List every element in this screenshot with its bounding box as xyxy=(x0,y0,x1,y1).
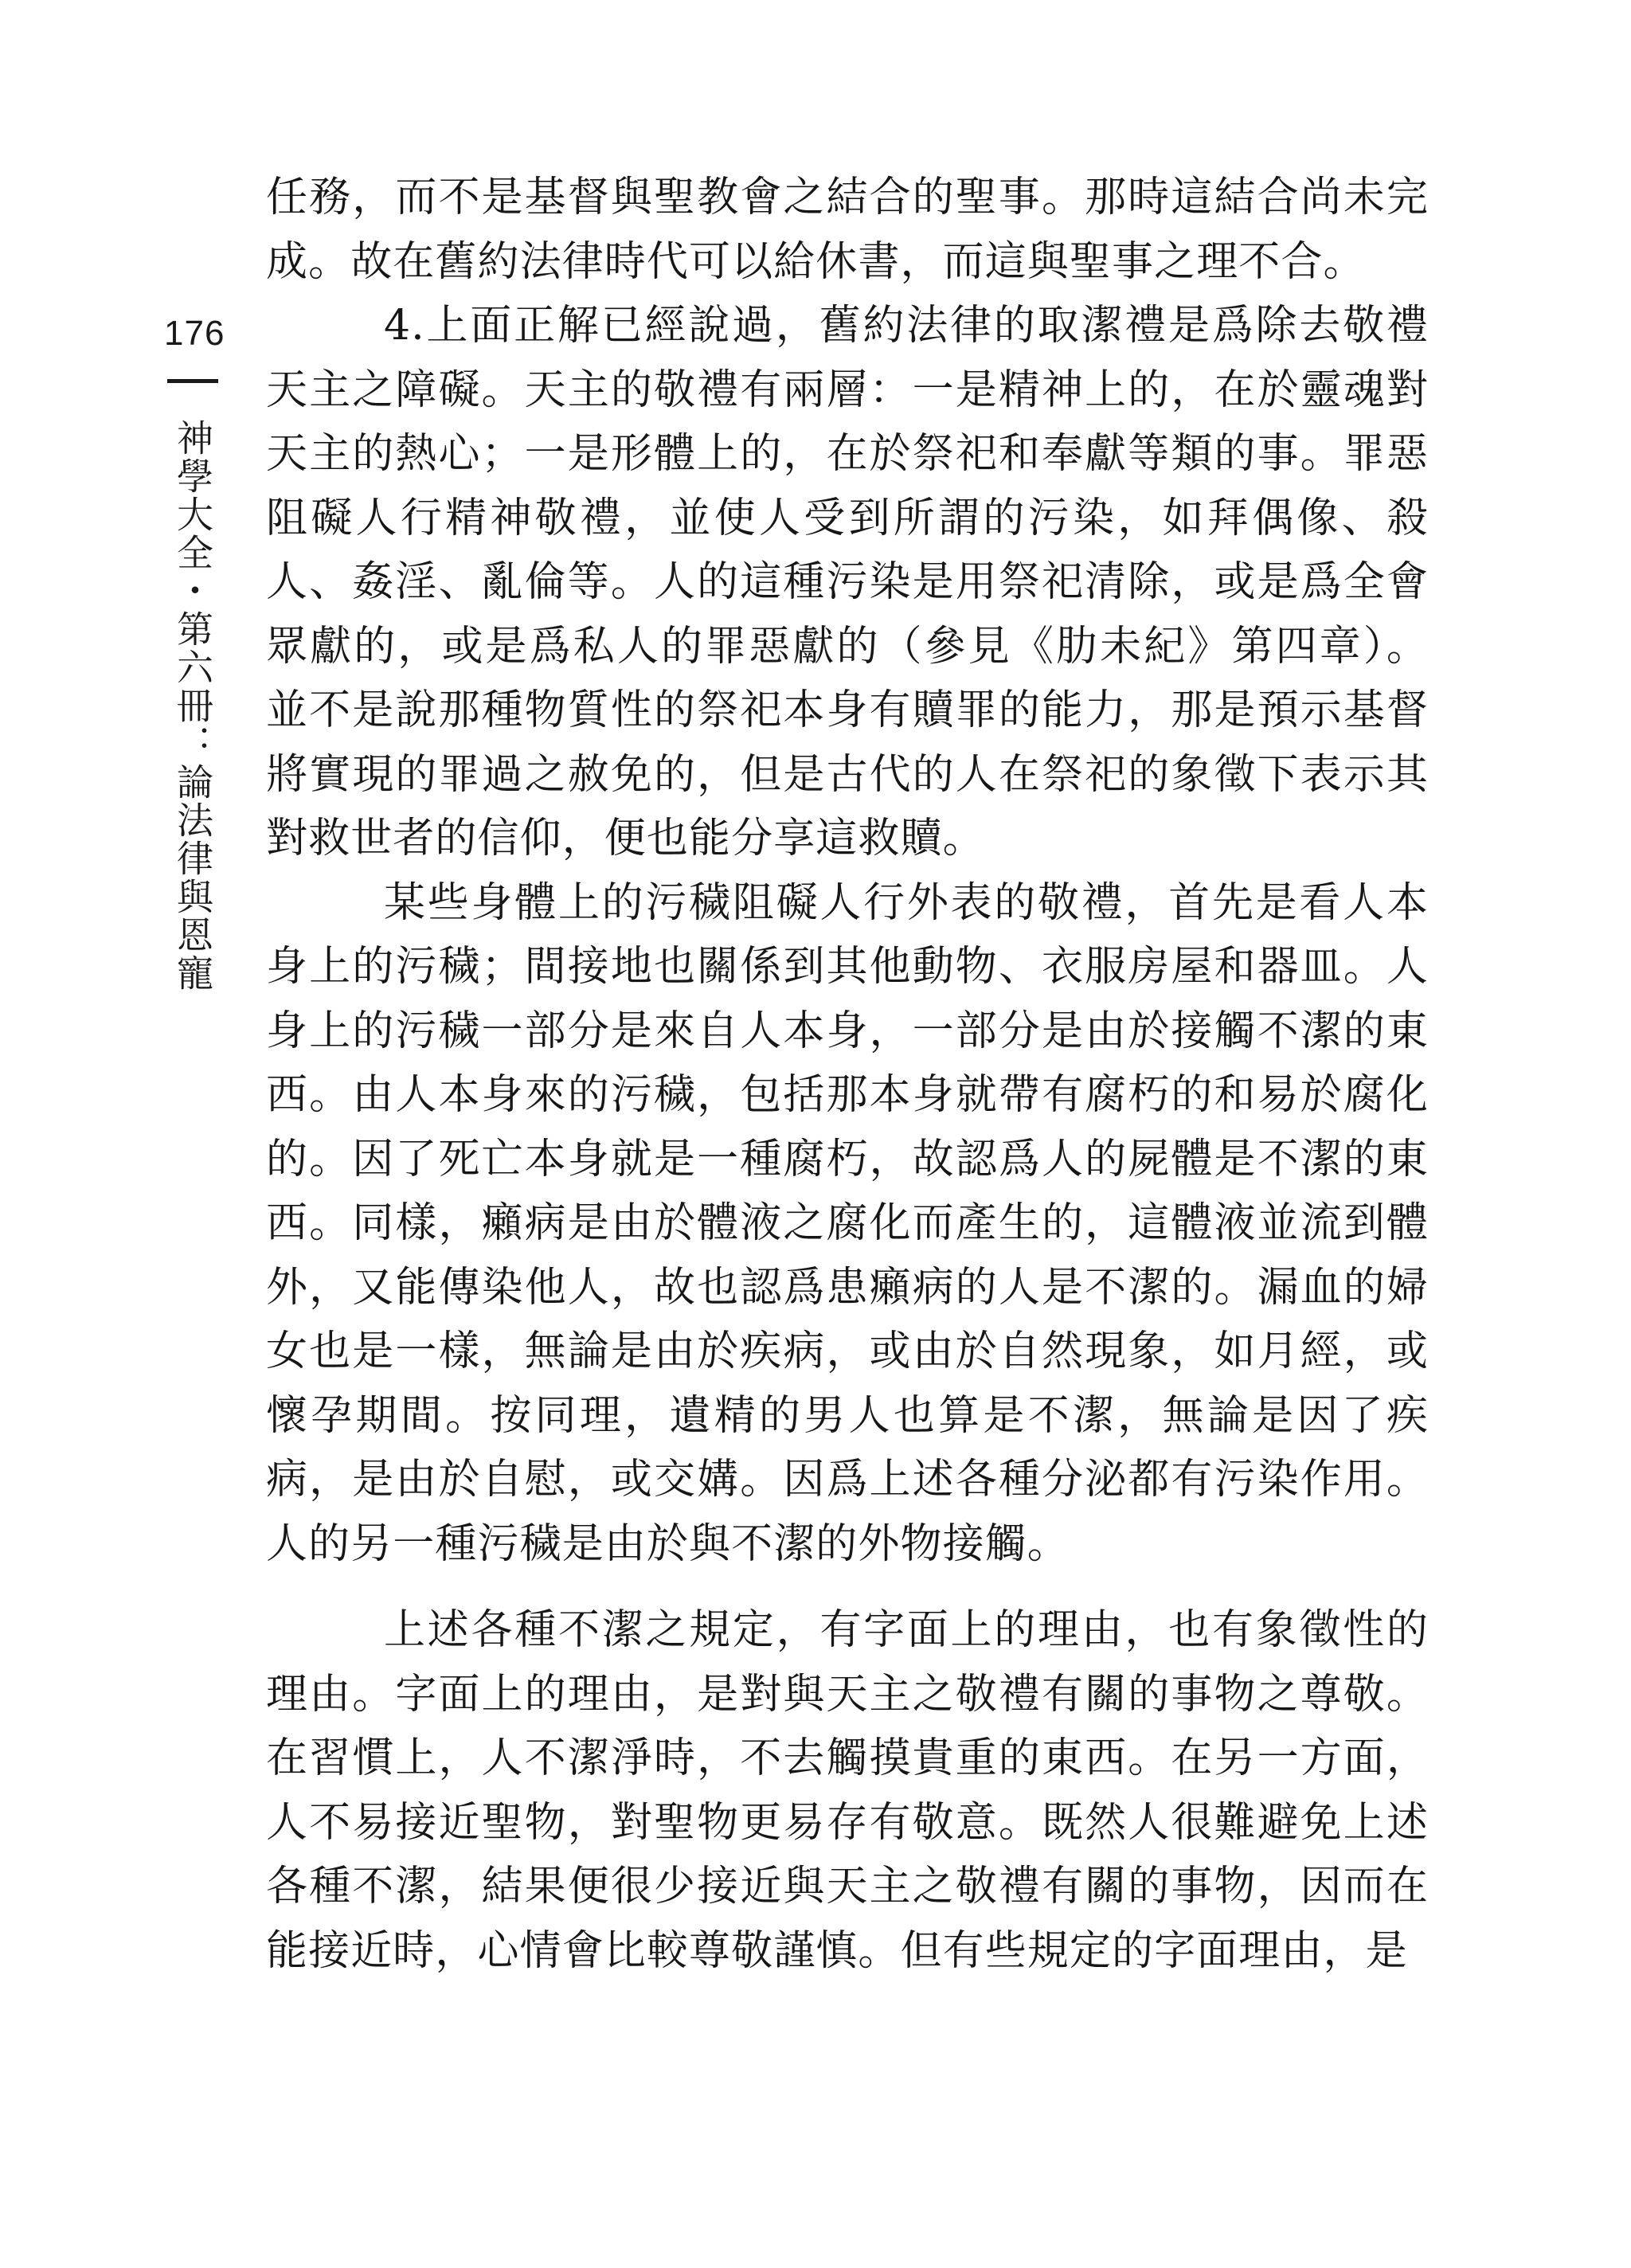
paragraph: 上述各種不潔之規定，有字面上的理由，也有象徵性的理由。字面上的理由，是對與天主之敬禮有關的事物之尊敬。在習慣上，人不潔淨時，不去觸摸貴重的東西。在另一方面，人不易接近聖物，對聖物更易存有敬意。既然人很難避免上述各種不潔，結果便很少接近與天主之敬禮有關的事物，因而在能接近時，心情會比較尊敬謹慎。但有些規定的字面理由，是 xyxy=(266,1606,1429,1975)
paragraph: 4.上面正解已經說過，舊約法律的取潔禮是爲除去敬禮天主之障礙。天主的敬禮有兩層：一是精神上的，在於靈魂對天主的熱心；一是形體上的，在於祭祀和奉獻等類的事。罪惡阻礙人行精神敬禮，並使人受到所謂的污染，如拜偶像、殺人、姦淫、亂倫等。人的這種污染是用祭祀清除，或是爲全會眾獻的，或是爲私人的罪惡獻的（參見《肋未紀》第四章）。並不是說那種物質性的祭祀本身有贖罪的能力，那是預示基督將實現的罪過之赦免的，但是古代的人在祭祀的象徵下表示其對救世者的信仰，便也能分享這救贖。 xyxy=(266,302,1429,862)
paragraph: 任務，而不是基督與聖教會之結合的聖事。那時這結合尚未完成。故在舊約法律時代可以給休書，而這與聖事之理不合。 xyxy=(266,174,1429,286)
running-title: 神學大全・第六冊：論法律與恩寵 xyxy=(171,419,214,992)
paragraph: 某些身體上的污穢阻礙人行外表的敬禮，首先是看人本身上的污穢；間接地也關係到其他動物、衣服房屋和器皿。人身上的污穢一部分是來自人本身，一部分是由於接觸不潔的東西。由人本身來的污穢，包括那本身就帶有腐朽的和易於腐化的。因了死亡本身就是一種腐朽，故認爲人的屍體是不潔的東西。同樣，癩病是由於體液之腐化而產生的，這體液並流到體外，又能傳染他人，故也認爲患癩病的人是不潔的。漏血的婦女也是一樣，無論是由於疾病，或由於自然現象，如月經，或懷孕期間。按同理，遺精的男人也算是不潔，無論是因了疾病，是由於自慰，或交媾。因爲上述各種分泌都有污染作用。人的另一種污穢是由於與不潔的外物接觸。 xyxy=(266,878,1429,1568)
page-number: 176 xyxy=(164,314,225,353)
running-rule xyxy=(167,379,218,383)
body-text xyxy=(266,166,1429,1983)
